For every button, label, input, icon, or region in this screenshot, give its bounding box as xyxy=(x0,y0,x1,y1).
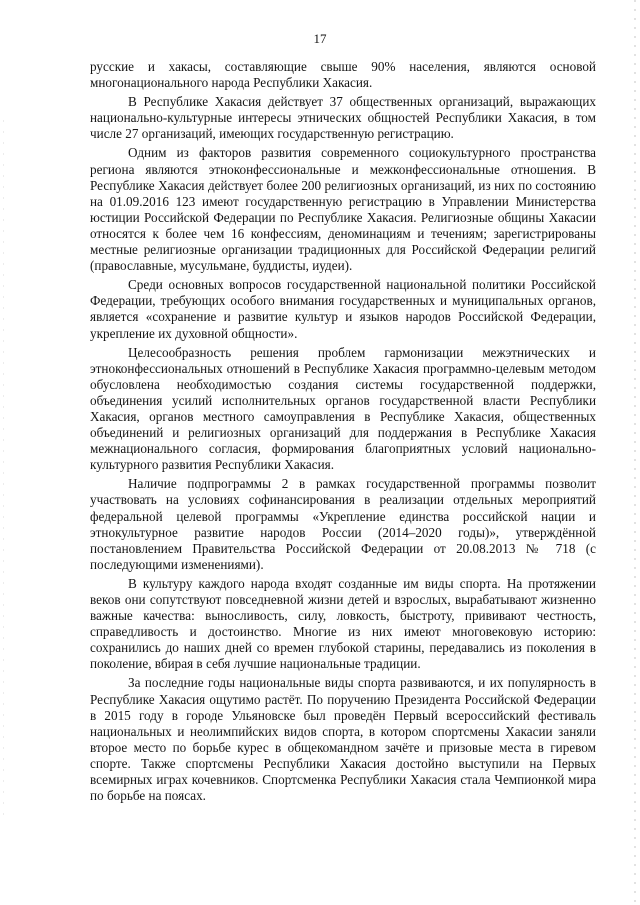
paragraph-national-policy: Среди основных вопросов государственной национальной политики Российской Федерации, требующих особого внимания государственных и муниципальных органов, является «сохранение и развитие культур и языков народов Российской Федерации, укрепление их духовной общности». xyxy=(90,277,596,341)
document-body xyxy=(90,59,596,807)
scan-edge-marks-left xyxy=(3,120,4,820)
paragraph-continuation: русские и хакасы, составляющие свыше 90% населения, являются основой многонационального народа Республики Хакасия. xyxy=(90,59,596,91)
paragraph-religious-organizations: Одним из факторов развития современного социокультурного пространства региона являются этноконфессиональные и межконфессиональные отношения. В Республике Хакасия действует более 200 религиозных организаций, из них по состоянию на 01.09.2016 123 имеют государственную регистрацию в Управлении Министерства юстиции Российской Федерации по Республике Хакасия. Религиозные общины Хакасии относятся к более чем 16 конфессиям, деноминациям и течениям; зарегистрированы местные религиозные организации традиционных для Российской Федерации религий (православные, мусульмане, буддисты, иудеи). xyxy=(90,145,596,274)
paragraph-national-sports: В культуру каждого народа входят созданные им виды спорта. На протяжении веков они сопутствуют повседневной жизни детей и взрослых, вырабатывают жизненно важные качества: выносливость, силу, ловкость, быстроту, прививают честность, справедливость и достоинство. Многие из них имеют многовековую историю: сохранились до наших дней со времен глубокой старины, передавались из поколения в поколение, вбирая в себя лучшие национальные традиции. xyxy=(90,575,596,672)
paragraph-public-organizations: В Республике Хакасия действует 37 общественных организаций, выражающих национально-культурные интересы этнических общностей Республики Хакасия, в том числе 27 организаций, имеющих государственную регистрацию. xyxy=(90,94,596,142)
page-number: 17 xyxy=(313,31,327,46)
scan-edge-marks xyxy=(634,0,636,905)
paragraph-program-method: Целесообразность решения проблем гармонизации межэтнических и этноконфессиональных отношений в Республике Хакасия программно-целевым методом обусловлена необходимостью создания системы государственной поддержки, объединения усилий исполнительных органов государственной власти Республики Хакасия, органов местного самоуправления в Республике Хакасия, общественных объединений и религиозных организаций для поддержания в Республике Хакасия межнационального согласия, формирования благоприятных условий национально-культурного развития Республики Хакасия. xyxy=(90,344,596,473)
paragraph-subprogram: Наличие подпрограммы 2 в рамках государственной программы позволит участвовать на условиях софинансирования в реализации отдельных мероприятий федеральной целевой программы «Укрепление единства российской нации и этнокультурное развитие народов России (2014–2020 годы)», утверждённой постановлением Правительства Российской Федерации от 20.08.2013 № 718 (с последующими изменениями). xyxy=(90,476,596,572)
paragraph-sports-popularity: За последние годы национальные виды спорта развиваются, и их популярность в Республике Хакасия ощутимо растёт. По поручению Президента Российской Федерации в 2015 году в городе Ульяновске был проведён Первый всероссийский фестиваль национальных и неолимпийских видов спорта, в котором спортсмены Хакасии заняли второе место по борьбе курес в общекомандном зачёте и призовые места в гиревом спорте. Также спортсмены Республики Хакасия достойно выступили на Первых всемирных играх кочевников. Спортсменка Республики Хакасия стала Чемпионкой мира по борьбе на поясах. xyxy=(90,675,596,804)
